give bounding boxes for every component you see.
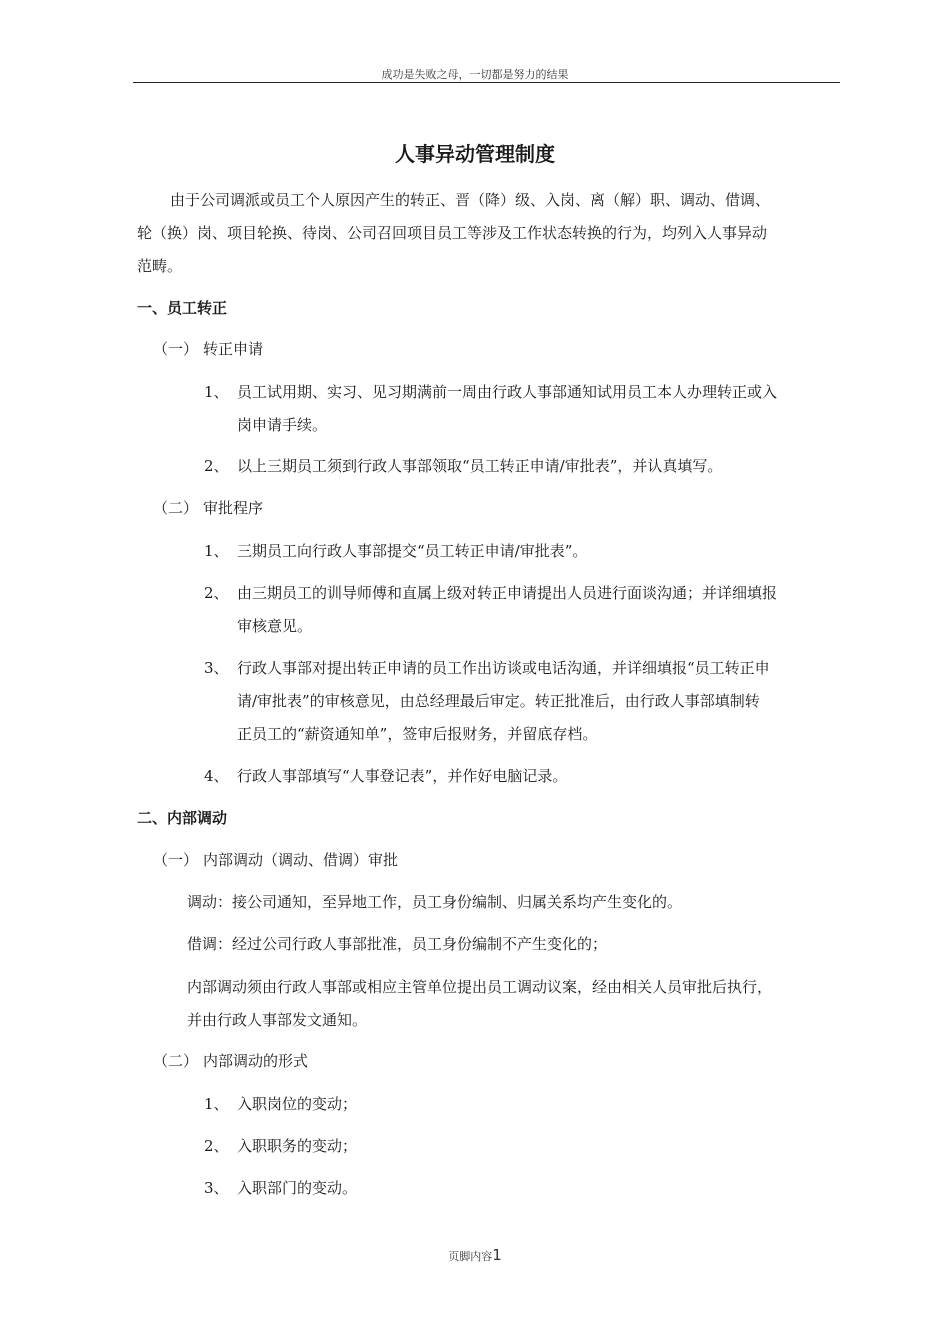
intro-line-1: 由于公司调派或员工个人原因产生的转正、晋（降）级、入岗、离（解）职、调动、借调、 [170, 191, 771, 209]
page-footer [0, 1246, 950, 1264]
subsection-number: （二） [153, 499, 199, 517]
subsection-number: （二） [153, 1052, 199, 1070]
list-item [204, 541, 587, 561]
subsection-heading [153, 850, 398, 870]
list-text: 行政人事部填写“人事登记表”，并作好电脑记录。 [237, 767, 568, 785]
list-item [204, 1178, 357, 1198]
subsection-label: 内部调动（调动、借调）审批 [203, 851, 399, 869]
list-item [204, 382, 777, 402]
list-text: 员工试用期、实习、见习期满前一周由行政人事部通知试用员工本人办理转正或入 [237, 383, 778, 401]
list-number: 2、 [204, 457, 229, 475]
list-text: 行政人事部对提出转正申请的员工作出访谈或电话沟通，并详细填报“员工转正申 [237, 659, 770, 677]
list-text: 由三期员工的训导师傅和直属上级对转正申请提出人员进行面谈沟通；并详细填报 [237, 584, 778, 602]
subsection-label: 转正申请 [203, 340, 264, 358]
intro-line-3: 范畴。 [137, 257, 183, 275]
list-text-continued: 岗申请手续。 [237, 416, 328, 434]
list-text-continued: 请/审批表”的审核意见，由总经理最后审定。转正批准后，由行政人事部填制转 [237, 692, 760, 710]
list-text-continued: 正员工的“薪资通知单”，签审后报财务，并留底存档。 [237, 725, 598, 743]
subsection-number: （一） [153, 851, 199, 869]
list-item [204, 766, 567, 786]
list-text: 入职职务的变动； [237, 1137, 358, 1155]
list-number: 1、 [204, 1095, 229, 1113]
list-item [204, 583, 777, 603]
list-item [204, 1094, 357, 1114]
paragraph-continued: 并由行政人事部发文通知。 [187, 1011, 368, 1029]
subsection-heading [153, 1051, 308, 1071]
header-divider [133, 82, 840, 83]
subsection-label: 内部调动的形式 [203, 1052, 309, 1070]
list-number: 3、 [204, 1179, 229, 1197]
list-number: 3、 [204, 659, 229, 677]
list-number: 1、 [204, 383, 229, 401]
list-number: 4、 [204, 767, 229, 785]
section-heading-2: 二、内部调动 [137, 809, 228, 827]
list-text: 以上三期员工须到行政人事部领取“员工转正申请/审批表”，并认真填写。 [237, 457, 723, 475]
list-number: 1、 [204, 542, 229, 560]
paragraph: 内部调动须由行政人事部或相应主管单位提出员工调动议案，经由相关人员审批后执行， [187, 978, 773, 996]
running-header: 成功是失败之母，一切都是努力的结果 [381, 68, 569, 81]
subsection-heading [153, 339, 263, 359]
subsection-heading [153, 498, 263, 518]
subsection-label: 审批程序 [203, 499, 264, 517]
subsection-number: （一） [153, 340, 199, 358]
paragraph: 借调：经过公司行政人事部批准，员工身份编制不产生变化的； [187, 935, 608, 953]
page-number: 1 [492, 1246, 502, 1264]
page-title: 人事异动管理制度 [395, 142, 555, 166]
list-item [204, 1136, 357, 1156]
list-item [204, 658, 770, 678]
list-text: 入职岗位的变动； [237, 1095, 358, 1113]
section-heading-1: 一、员工转正 [137, 299, 228, 317]
list-text-continued: 审核意见。 [237, 617, 313, 635]
paragraph: 调动：接公司通知，至异地工作，员工身份编制、归属关系均产生变化的。 [187, 893, 683, 911]
list-number: 2、 [204, 1137, 229, 1155]
list-text: 入职部门的变动。 [237, 1179, 358, 1197]
intro-line-2: 轮（换）岗、项目轮换、待岗、公司召回项目员工等涉及工作状态转换的行为，均列入人事异动 [137, 224, 768, 242]
footer-label: 页脚内容 [448, 1250, 493, 1263]
list-text: 三期员工向行政人事部提交“员工转正申请/审批表”。 [237, 542, 588, 560]
list-number: 2、 [204, 584, 229, 602]
list-item [204, 456, 722, 476]
